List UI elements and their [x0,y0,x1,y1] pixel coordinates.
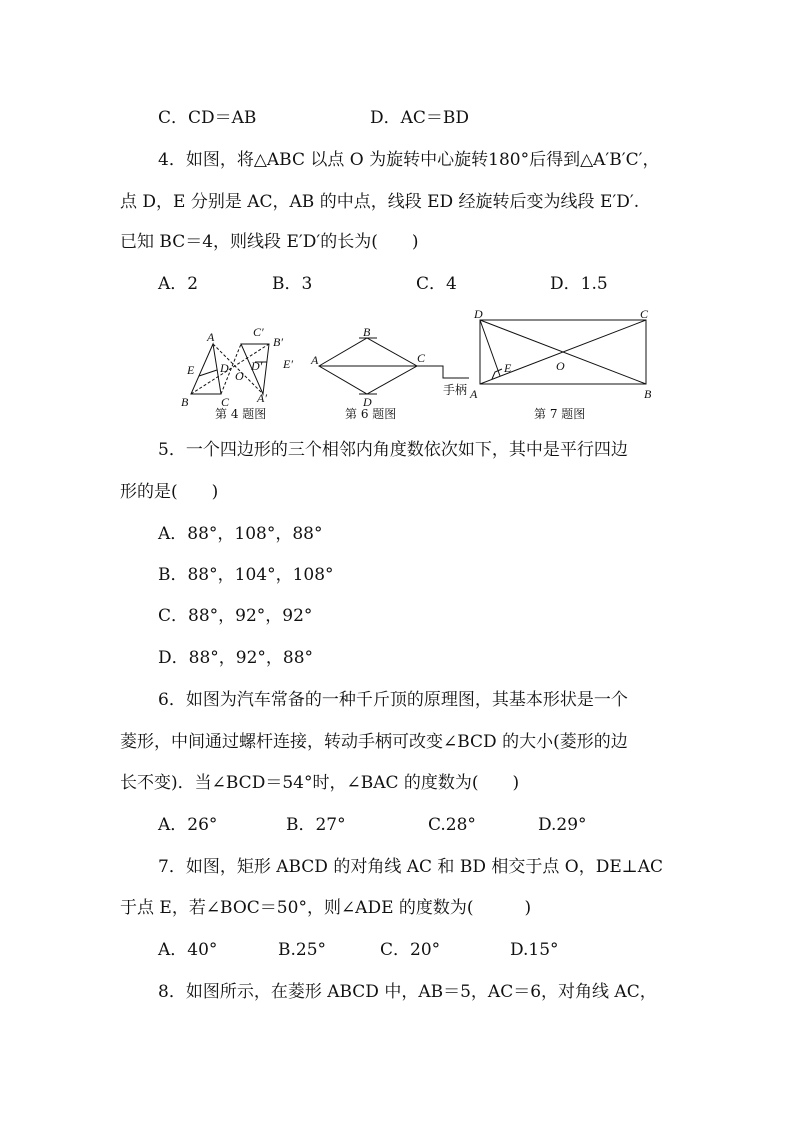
figure-7 [468,306,658,424]
q4-line-2: 点 D，E 分别是 AC，AB 的中点，线段 ED 经旋转后变为线段 E′D′. [120,192,640,212]
fig4-label-c-prime: C′ [253,325,264,339]
fig7-label-b: B [644,387,652,401]
fig7-label-d: D [474,307,483,321]
fig7-label-c: C [640,307,649,321]
fig4-label-a-prime: A′ [257,391,267,405]
fig4-label-a: A [207,330,215,344]
fig4-label-e: E [187,363,195,377]
q6-option-a: A．26° [158,815,218,835]
fig4-label-b-prime: B′ [273,335,283,349]
q5-option-a: A．88°，108°，88° [158,524,323,544]
fig7-label-a: A [470,387,478,401]
q5-line-1: 5．一个四边形的三个相邻内角度数依次如下，其中是平行四边 [158,440,628,460]
q6-line-3: 长不变)．当∠BCD＝54°时，∠BAC 的度数为( ) [120,773,520,793]
q4-line-3: 已知 BC＝4，则线段 E′D′的长为( ) [120,232,419,252]
q3-option-d: D．AC＝BD [370,108,470,128]
fig6-caption: 第 6 题图 [345,407,397,421]
q7-option-d: D.15° [510,940,559,960]
q7-option-c: C．20° [380,940,441,960]
fig4-label-d: D [220,361,229,375]
figure-4 [175,322,310,422]
fig6-label-b: B [363,325,371,339]
q6-line-2: 菱形，中间通过螺杆连接，转动手柄可改变∠BCD 的大小(菱形的边 [120,732,628,752]
figure-6 [305,322,475,422]
fig4-caption: 第 4 题图 [215,407,267,421]
q4-option-d: D．1.5 [550,274,608,294]
q3-option-c: C．CD＝AB [158,108,257,128]
fig7-label-o: O [556,359,565,373]
q5-option-c: C．88°，92°，92° [158,606,313,626]
q4-option-b: B．3 [272,274,313,294]
q7-option-a: A．40° [158,940,218,960]
fig4-label-b: B [181,395,189,409]
fig6-label-handle: 手柄 [443,383,468,397]
fig4-label-d-prime: D′ [251,359,263,373]
fig7-caption: 第 7 题图 [534,407,586,421]
fig4-label-o: O [235,369,244,383]
q4-option-a: A．2 [158,274,199,294]
q6-option-b: B．27° [286,815,346,835]
q6-line-1: 6．如图为汽车常备的一种千斤顶的原理图，其基本形状是一个 [158,690,628,710]
fig6-label-d: D [363,395,372,409]
q7-line-1: 7．如图，矩形 ABCD 的对角线 AC 和 BD 相交于点 O，DE⊥AC [158,857,664,877]
q6-option-d: D.29° [538,815,587,835]
q7-line-2: 于点 E，若∠BOC＝50°，则∠ADE 的度数为( ) [120,898,532,918]
fig6-label-c: C [417,351,426,365]
fig7-label-e: E [504,361,512,375]
q6-option-c: C.28° [428,815,476,835]
q4-line-1: 4．如图，将△ABC 以点 O 为旋转中心旋转180°后得到△A′B′C′， [158,150,660,170]
fig4-label-c: C [221,395,230,409]
q8-line-1: 8．如图所示，在菱形 ABCD 中，AB＝5，AC＝6，对角线 AC， [158,982,657,1002]
q5-line-2: 形的是( ) [120,482,219,502]
q7-option-b: B.25° [278,940,327,960]
q5-option-b: B．88°，104°，108° [158,565,334,585]
q4-option-c: C．4 [416,274,457,294]
q5-option-d: D．88°，92°，88° [158,648,314,668]
fig6-label-a: A [311,353,319,367]
fig4-label-e-prime: E′ [283,357,293,371]
